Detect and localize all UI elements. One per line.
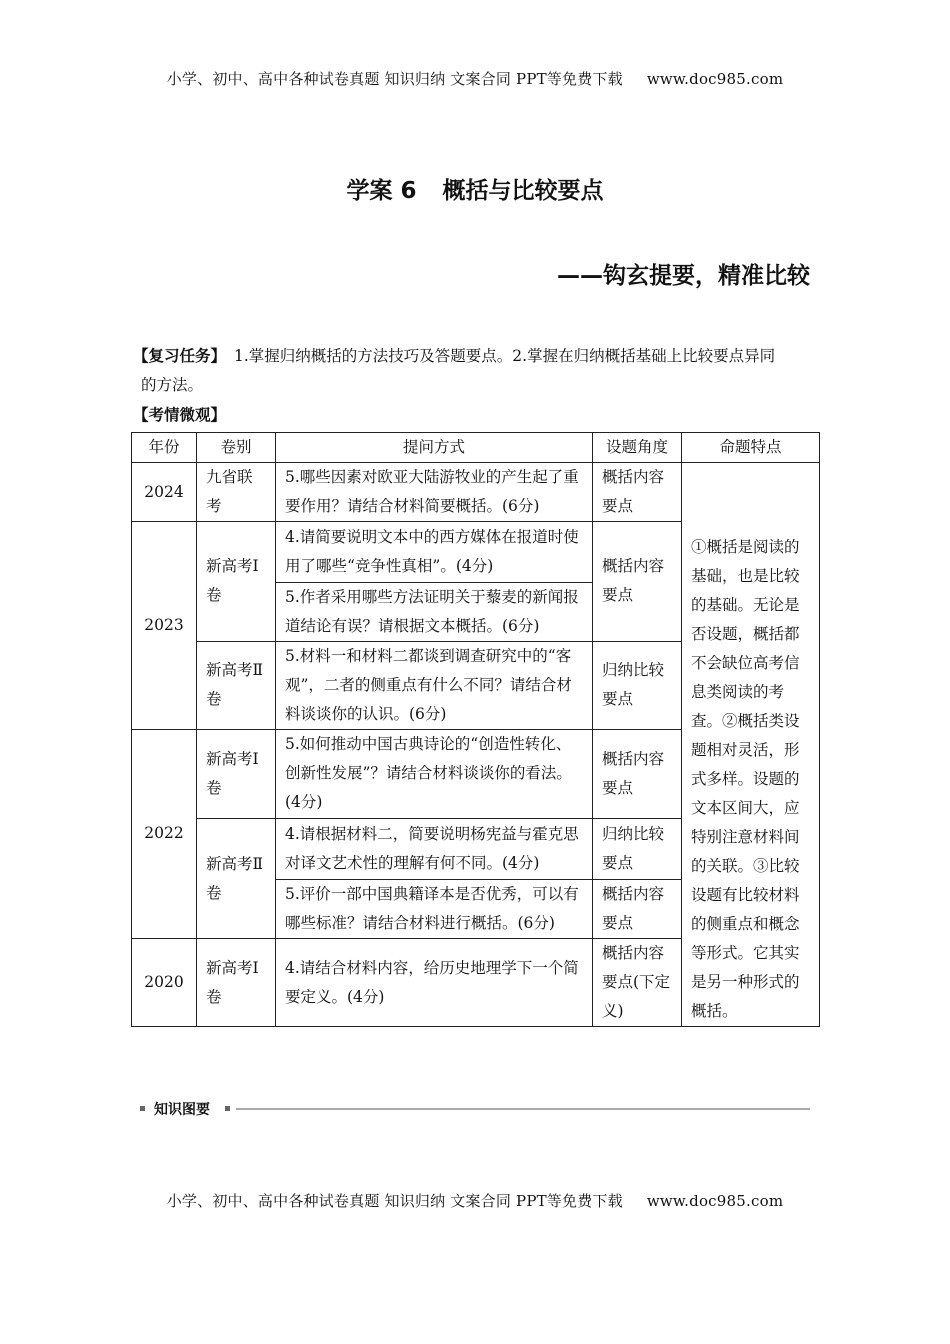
year-cell: 2022 bbox=[132, 729, 197, 938]
table-row bbox=[132, 463, 820, 522]
review-task bbox=[133, 342, 823, 400]
review-task-text-2: 的方法。 bbox=[141, 376, 204, 394]
paper-cell: 新高考Ⅱ卷 bbox=[197, 819, 276, 939]
year-cell: 2020 bbox=[132, 939, 197, 1027]
paper-cell: 新高考Ⅰ卷 bbox=[197, 939, 276, 1027]
section-rule bbox=[236, 1108, 810, 1110]
header-features: 命题特点 bbox=[682, 433, 820, 463]
question-cell: 5.如何推动中国古典诗论的“创造性转化、创新性发展”？请结合材料谈谈你的看法。(4分) bbox=[276, 729, 593, 819]
header-question: 提问方式 bbox=[276, 433, 593, 463]
year-cell: 2023 bbox=[132, 522, 197, 730]
page-title bbox=[0, 172, 950, 205]
year-cell: 2024 bbox=[132, 463, 197, 522]
table-header-row bbox=[132, 433, 820, 463]
paper-cell: 新高考Ⅰ卷 bbox=[197, 522, 276, 642]
question-cell: 5.哪些因素对欧亚大陆游牧业的产生起了重要作用？请结合材料简要概括。(6分) bbox=[276, 463, 593, 522]
header-text: 小学、初中、高中各种试卷真题 知识归纳 文案合同 PPT等免费下载 bbox=[166, 70, 623, 88]
footer-text: 小学、初中、高中各种试卷真题 知识归纳 文案合同 PPT等免费下载 bbox=[166, 1192, 623, 1210]
lesson-number: 学案 6 bbox=[346, 178, 417, 204]
section-divider bbox=[140, 1099, 810, 1119]
question-cell: 5.材料一和材料二都谈到调查研究中的“客观”，二者的侧重点有什么不同？请结合材料谈谈你的认识。(6分) bbox=[276, 641, 593, 729]
page-header bbox=[0, 68, 950, 89]
angle-cell: 概括内容要点 bbox=[593, 463, 682, 522]
question-cell: 4.请结合材料内容，给历史地理学下一个简要定义。(4分) bbox=[276, 939, 593, 1027]
footer-url[interactable]: www.doc985.com bbox=[646, 1192, 784, 1210]
angle-cell: 归纳比较要点 bbox=[593, 819, 682, 880]
header-paper: 卷别 bbox=[197, 433, 276, 463]
angle-cell: 概括内容要点(下定义) bbox=[593, 939, 682, 1027]
section-label: 知识图要 bbox=[154, 1102, 210, 1118]
header-url[interactable]: www.doc985.com bbox=[646, 70, 784, 88]
angle-cell: 概括内容要点 bbox=[593, 729, 682, 819]
bullet-square-icon bbox=[140, 1106, 145, 1111]
paper-cell: 新高考Ⅰ卷 bbox=[197, 729, 276, 819]
angle-cell: 概括内容要点 bbox=[593, 522, 682, 642]
review-task-label: 【复习任务】 bbox=[133, 347, 227, 365]
question-cell: 4.请简要说明文本中的西方媒体在报道时使用了哪些“竞争性真相”。(4分) bbox=[276, 522, 593, 583]
header-year: 年份 bbox=[132, 433, 197, 463]
angle-cell: 归纳比较要点 bbox=[593, 641, 682, 729]
angle-cell: 概括内容要点 bbox=[593, 880, 682, 939]
page-footer bbox=[0, 1190, 950, 1211]
exam-overview-label: 【考情微观】 bbox=[133, 406, 227, 424]
bullet-square-icon bbox=[225, 1106, 230, 1111]
question-cell: 5.评价一部中国典籍译本是否优秀，可以有哪些标准？请结合材料进行概括。(6分) bbox=[276, 880, 593, 939]
question-cell: 5.作者采用哪些方法证明关于藜麦的新闻报道结论有误？请根据文本概括。(6分) bbox=[276, 582, 593, 641]
exam-table bbox=[131, 432, 820, 1027]
header-angle: 设题角度 bbox=[593, 433, 682, 463]
paper-cell: 九省联考 bbox=[197, 463, 276, 522]
lesson-topic: 概括与比较要点 bbox=[442, 178, 604, 204]
review-task-text-1: 1.掌握归纳概括的方法技巧及答题要点。2.掌握在归纳概括基础上比较要点异同 bbox=[234, 347, 776, 365]
paper-cell: 新高考Ⅱ卷 bbox=[197, 641, 276, 729]
page-subtitle: ——钩玄提要，精准比较 bbox=[557, 263, 810, 289]
features-cell: ①概括是阅读的基础，也是比较的基础。无论是否设题，概括都不会缺位高考信息类阅读的考查。②概括类设题相对灵活，形式多样。设题的文本区间大，应特别注意材料间的关联。③比较设题有比较材料的侧重点和概念等形式。它其实是另一种形式的概括。 bbox=[682, 463, 820, 1027]
question-cell: 4.请根据材料二，简要说明杨宪益与霍克思对译文艺术性的理解有何不同。(4分) bbox=[276, 819, 593, 880]
